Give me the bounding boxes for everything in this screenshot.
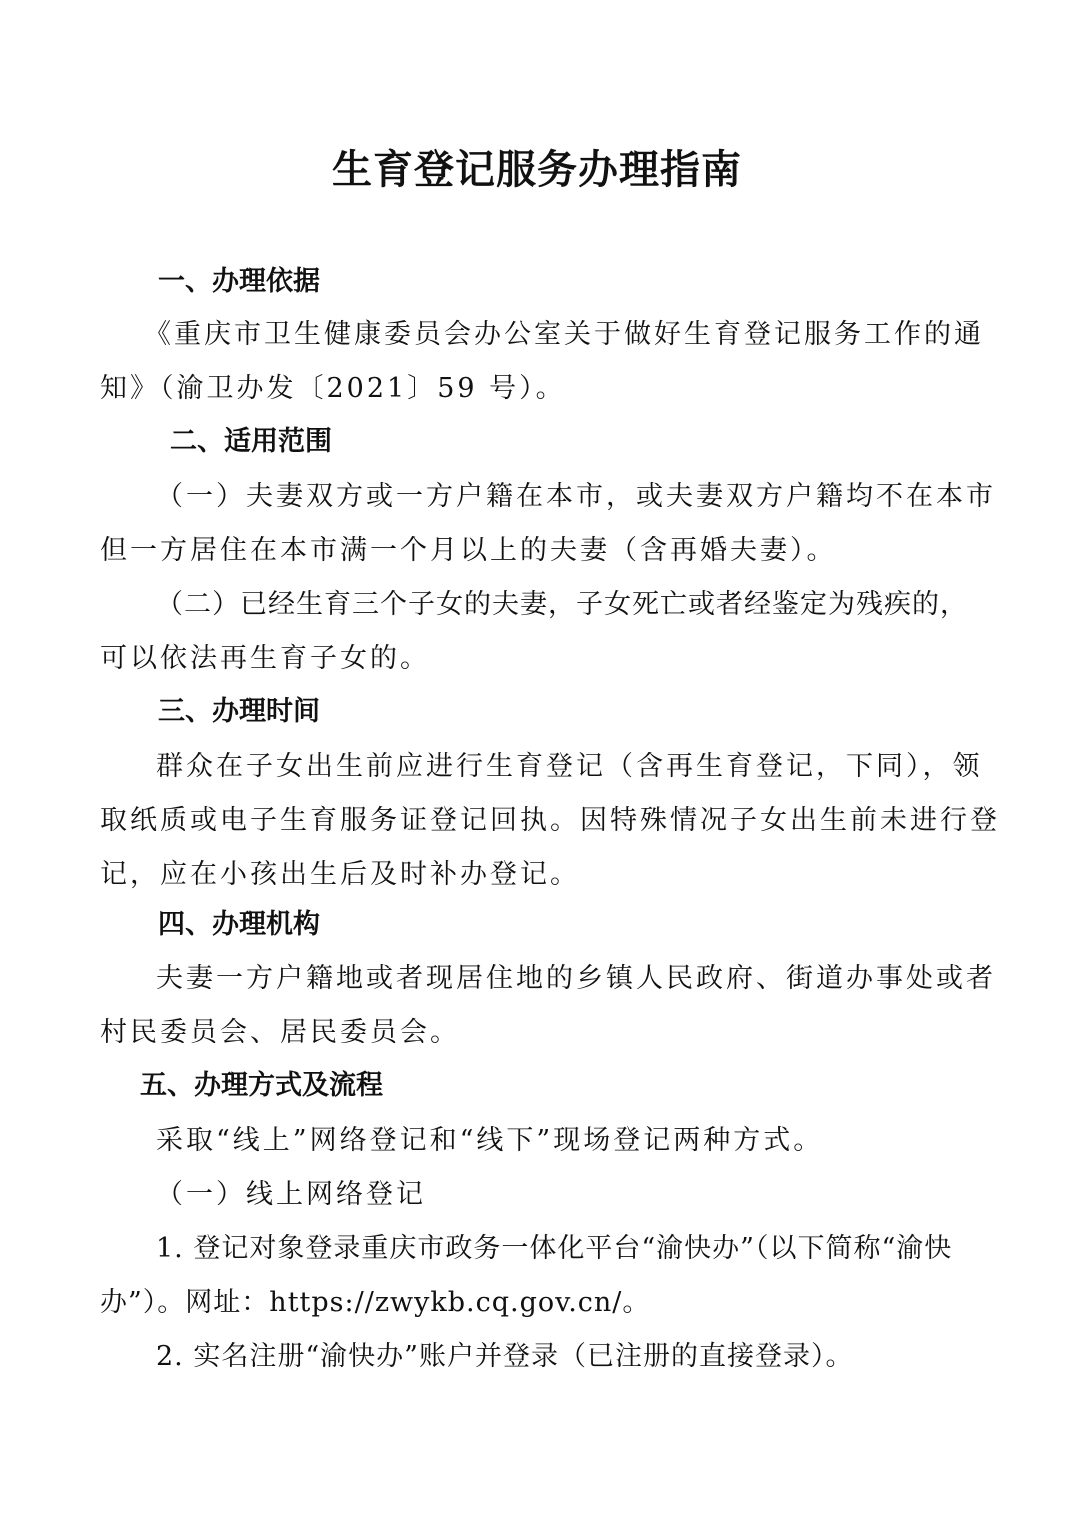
paragraph-line: 记，应在小孩出生后及时补办登记。 — [100, 859, 580, 890]
basis-paragraph — [100, 308, 984, 416]
time-paragraph — [100, 740, 1000, 902]
paragraph-line: 采取“线上”网络登记和“线下”现场登记两种方式。 — [156, 1125, 824, 1156]
document-title: 生育登记服务办理指南 — [332, 147, 742, 193]
paragraph-line: 知》（渝卫办发〔2021〕59 号）。 — [100, 373, 566, 404]
scope-paragraph-2 — [100, 578, 966, 686]
process-paragraph — [100, 1114, 966, 1168]
paragraph-line: 取纸质或电子生育服务证登记回执。因特殊情况子女出生前未进行登 — [100, 805, 1000, 836]
paragraph-line: 但一方居住在本市满一个月以上的夫妻（含再婚夫妻）。 — [100, 535, 837, 566]
paragraph-line: 群众在子女出生前应进行生育登记（含再生育登记，下同），领 — [156, 751, 983, 782]
section-heading-scope: 二、适用范围 — [170, 426, 332, 457]
section-heading-agency: 四、办理机构 — [158, 909, 320, 940]
paragraph-line: 1. 登记对象登录重庆市政务一体化平台“渝快办”（以下简称“渝快 — [156, 1233, 953, 1264]
process-subheading-online — [100, 1168, 966, 1222]
paragraph-line: 村民委员会、居民委员会。 — [100, 1017, 460, 1048]
section-heading-time: 三、办理时间 — [158, 696, 320, 727]
process-step-2 — [100, 1330, 966, 1384]
paragraph-line: （二）已经生育三个子女的夫妻，子女死亡或者经鉴定为残疾的， — [156, 589, 968, 620]
paragraph-line: （一）线上网络登记 — [156, 1179, 426, 1210]
agency-paragraph — [100, 952, 996, 1060]
section-heading-basis: 一、办理依据 — [158, 266, 320, 297]
section-heading-process: 五、办理方式及流程 — [140, 1070, 383, 1101]
paragraph-line: 可以依法再生育子女的。 — [100, 643, 430, 674]
process-step-1 — [100, 1222, 966, 1330]
paragraph-line: （一）夫妻双方或一方户籍在本市，或夫妻双方户籍均不在本市 — [156, 481, 996, 512]
paragraph-line: 办”）。网址：https://zwykb.cq.gov.cn/。 — [100, 1287, 651, 1318]
paragraph-line: 《重庆市卫生健康委员会办公室关于做好生育登记服务工作的通 — [144, 319, 984, 350]
paragraph-line: 2. 实名注册“渝快办”账户并登录（已注册的直接登录）。 — [156, 1341, 854, 1372]
scope-paragraph-1 — [100, 470, 996, 578]
paragraph-line: 夫妻一方户籍地或者现居住地的乡镇人民政府、街道办事处或者 — [156, 963, 996, 994]
